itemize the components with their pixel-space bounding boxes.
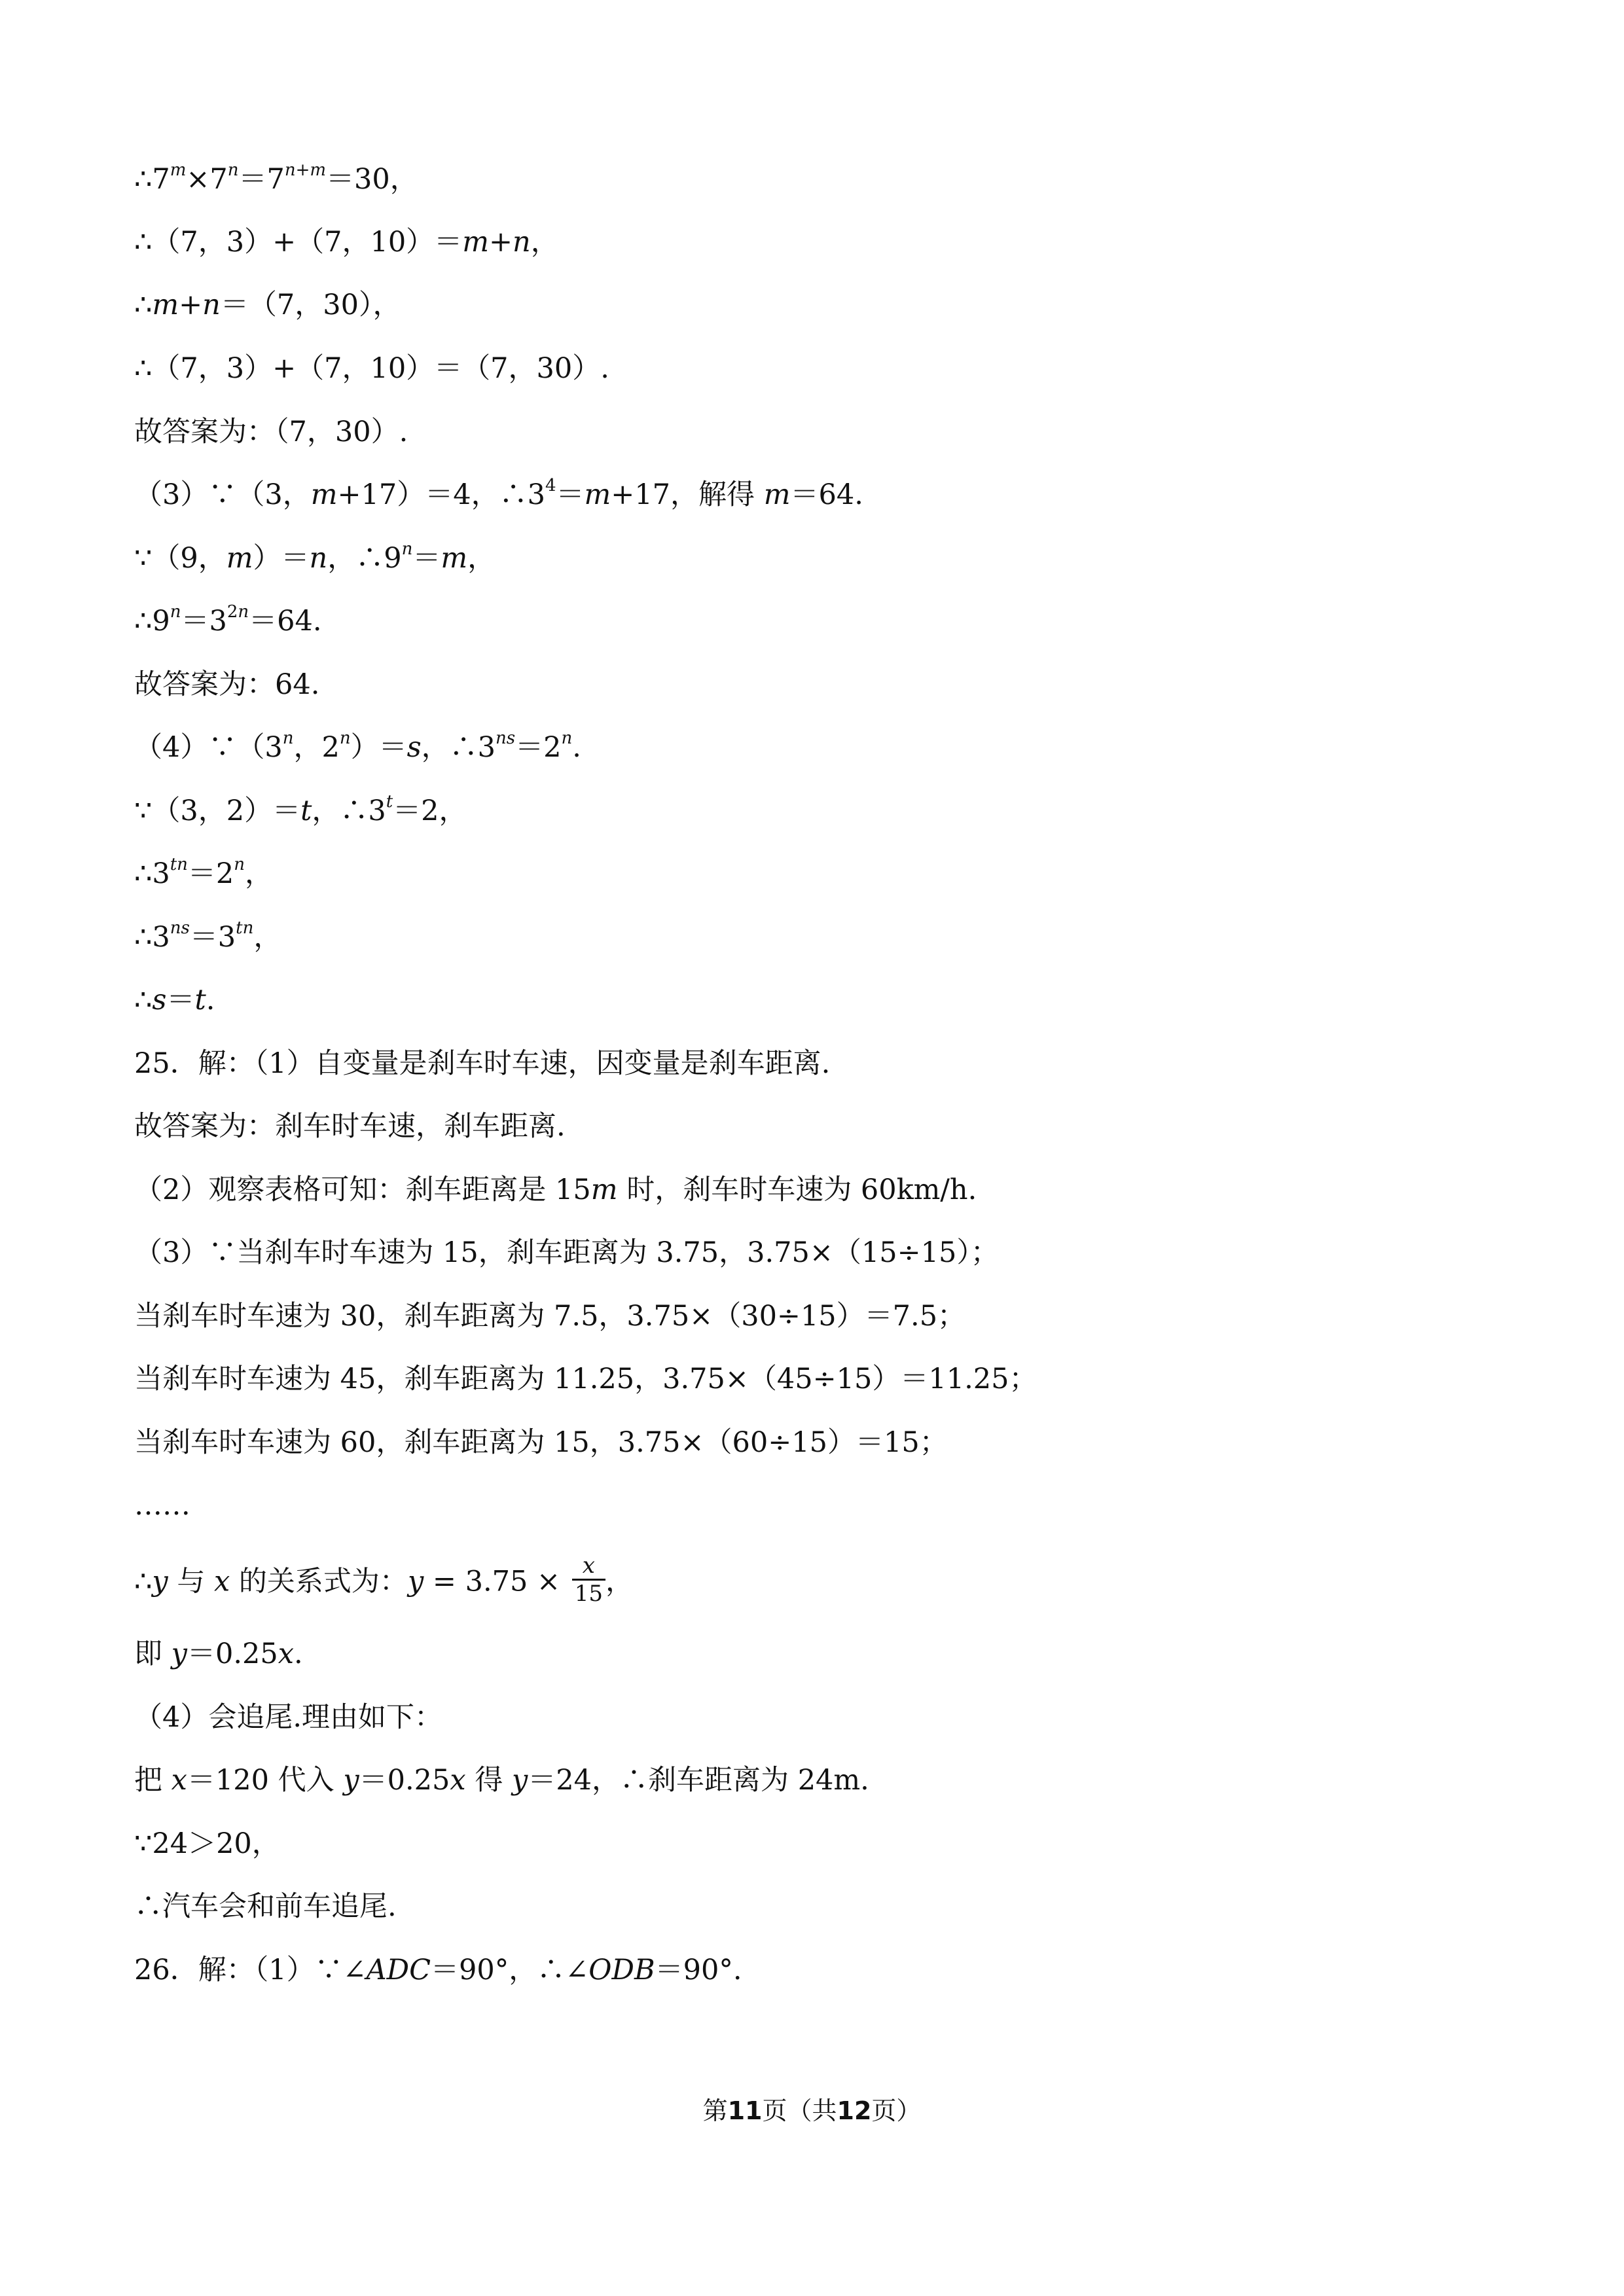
total-pages: 12: [837, 2096, 872, 2125]
page-footer: 第11页（共12页）: [702, 2096, 922, 2125]
formula-line: ∴y 与 x 的关系式为：y = 3.75 × $\frac{x}{15}$ ，: [134, 1552, 634, 1607]
text-line: 故答案为：（7，30）.: [134, 416, 408, 448]
text-line: ∵24＞20，: [134, 1827, 280, 1860]
text-line: $\therefore 9^n=3^{2n}=64$.: [134, 602, 322, 637]
page-number: 11: [727, 2096, 763, 2125]
text-line: （4）会追尾.理由如下：: [134, 1701, 443, 1734]
text-line: （4）∵（3$^n$，$2^n)=s$，$\therefore 3^{ns}=2^n$.: [134, 728, 581, 764]
text-line: 故答案为：64.: [134, 668, 320, 701]
text-line: ∴（7，3）+（7，10）＝（7，30）.: [134, 352, 609, 385]
text-line: ∴s＝t.: [134, 984, 215, 1016]
text-line: 当刹车时车速为 60，刹车距离为 15，3.75×（60÷15）＝15；: [134, 1426, 948, 1459]
text-line: 26．解：（1）∵∠ADC＝90°，∴∠ODB＝90°.: [134, 1954, 742, 1986]
text-line: ∵（3，2）＝t，$\therefore 3^t=2$，: [134, 792, 467, 827]
text-line: （2）观察表格可知：刹车距离是 15m 时，刹车时车速为 60km/h.: [134, 1174, 977, 1206]
text-line: $\therefore 7^m\times 7^n=7^{n+m}=30$，: [134, 160, 418, 196]
text-line: $\therefore 3^{tn}=2^n$，: [134, 855, 274, 890]
text-line: 故答案为：刹车时车速，刹车距离.: [134, 1110, 566, 1143]
text-line: 即 y＝0.25x.: [134, 1638, 303, 1670]
text-line: 25．解：（1）自变量是刹车时车速，因变量是刹车距离.: [134, 1047, 831, 1080]
fraction: $\frac{x}{15}$: [572, 1552, 605, 1607]
text-line: 当刹车时车速为 45，刹车距离为 11.25，3.75×（45÷15）＝11.25；: [134, 1363, 1038, 1395]
text-line: $\therefore 3^{ns}=3^{tn}$，: [134, 918, 282, 954]
text-line: 把 x＝120 代入 y＝0.25x 得 y＝24，∴刹车距离为 24m.: [134, 1764, 869, 1797]
text-line: ∴m+n＝（7，30），: [134, 289, 401, 321]
text-line: ∴汽车会和前车追尾.: [134, 1890, 397, 1923]
text-line: （3）∵当刹车时车速为 15，刹车距离为 3.75，3.75×（15÷15）；: [134, 1236, 999, 1269]
text-line: 当刹车时车速为 30，刹车距离为 7.5，3.75×（30÷15）＝7.5；: [134, 1300, 966, 1333]
text-line: ……: [134, 1489, 190, 1522]
text-line: ∴（7，3）+（7，10）＝m+n，: [134, 226, 559, 259]
text-line: （3）∵（3，m+17）＝4，$\therefore 3^4=m+17$，解得 m＝64.: [134, 476, 863, 511]
text-line: ∵（9，m）＝n，$\therefore 9^n=m$，: [134, 539, 496, 575]
